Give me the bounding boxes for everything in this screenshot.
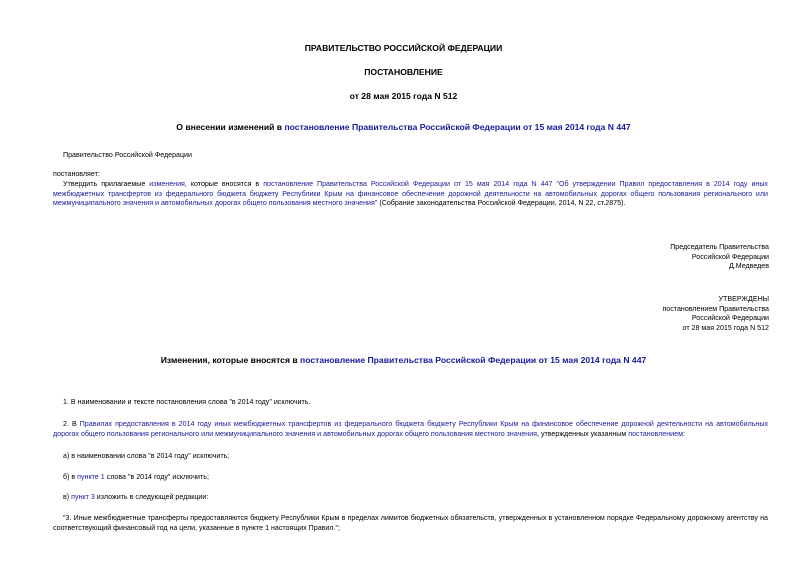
changes-title xyxy=(0,356,807,366)
signature-block xyxy=(670,243,769,272)
signature-country: Российской Федерации xyxy=(691,252,769,261)
quoted-clause-3: "3. Иные межбюджетные трансферты предоставляются бюджету Республики Крым в пределах лимитов бюджетных обязательств, утвержденных в установленном порядке Федеральному дорожному агентству на соответствующий финансовый год на цели, указанные в пункте 1 настоящих Правил."; xyxy=(53,514,768,532)
item2-text-c: : xyxy=(682,429,685,438)
item-c-text-a: в) xyxy=(63,493,72,501)
item-b-text-a: б) в xyxy=(63,473,78,481)
p1-text-c: (Собрание законодательства Российской Федерации, 2014, N 22, ст.2875). xyxy=(377,199,626,208)
approval-country: Российской Федерации xyxy=(691,314,769,323)
signature-name: Д.Медведев xyxy=(728,262,769,271)
resolves-text: постановляет: xyxy=(53,170,100,178)
issuer-text: Правительство Российской Федерации xyxy=(63,151,192,159)
document-title-prefix: О внесении изменений в xyxy=(176,122,285,132)
document-type: ПОСТАНОВЛЕНИЕ xyxy=(364,67,443,77)
approval-block xyxy=(662,295,769,333)
document-title-link[interactable]: постановление Правительства Российской Федерации от 15 мая 2014 года N 447 xyxy=(284,122,631,132)
document-date-number: от 28 мая 2015 года N 512 xyxy=(349,91,458,101)
approval-by: постановлением Правительства xyxy=(662,304,769,313)
item2-text-b: , утвержденных указанным xyxy=(537,429,629,438)
change-item-1: 1. В наименовании и тексте постановления слова "в 2014 году" исключить. xyxy=(63,398,311,406)
signature-position: Председатель Правительства xyxy=(670,243,769,251)
approval-title: УТВЕРЖДЕНЫ xyxy=(718,295,769,303)
resolution-447-link[interactable]: постановление Правительства Российской Федерации от 15 мая 2014 года N 447 "Об утверждении Правил предоставления в 2014 году иных межбюджетных трансфертов из федерального бюджета бюджету Республики Крым на финансовое обеспечение дорожной деятельности на автомобильных дорогах общего пользования регионального или межмуниципального значения и автомобильных дорогах общего пользования местного значения" xyxy=(53,180,768,208)
item2-text-a: 2. В xyxy=(63,420,80,428)
changes-title-prefix: Изменения, которые вносятся в xyxy=(160,355,301,365)
clause-1-link[interactable]: пункте 1 xyxy=(77,473,105,481)
government-heading: ПРАВИТЕЛЬСТВО РОССИЙСКОЙ ФЕДЕРАЦИИ xyxy=(304,43,503,53)
changes-link[interactable]: изменения xyxy=(149,180,185,188)
change-item-b xyxy=(63,473,209,483)
item-b-text-b: слова "в 2014 году" исключить; xyxy=(104,473,209,481)
resolution-link[interactable]: постановлением xyxy=(628,429,683,438)
resolution-paragraph xyxy=(53,180,768,209)
item-c-text-b: изложить в следующей редакции: xyxy=(94,493,209,501)
p1-text-b: , которые вносятся в xyxy=(184,180,264,188)
p1-text-a: Утвердить прилагаемые xyxy=(63,180,150,188)
change-item-2 xyxy=(53,420,768,439)
rules-link[interactable]: Правилах предоставления в 2014 году иных межбюджетных трансфертов из федерального бюджета бюджету Республики Крым на финансовое обеспечение дорожной деятельности на автомобильных дорогах общего пользования регионального или межмуниципального значения и автомобильных дорогах общего пользования местного значения xyxy=(53,420,768,438)
clause-3-link[interactable]: пункт 3 xyxy=(71,493,95,501)
document-title xyxy=(0,123,807,133)
approval-date: от 28 мая 2015 года N 512 xyxy=(682,323,769,332)
change-item-a: а) в наименовании слова "в 2014 году" исключить; xyxy=(63,452,230,460)
changes-title-link[interactable]: постановление Правительства Российской Федерации от 15 мая 2014 года N 447 xyxy=(300,355,647,365)
change-item-c xyxy=(63,493,208,503)
